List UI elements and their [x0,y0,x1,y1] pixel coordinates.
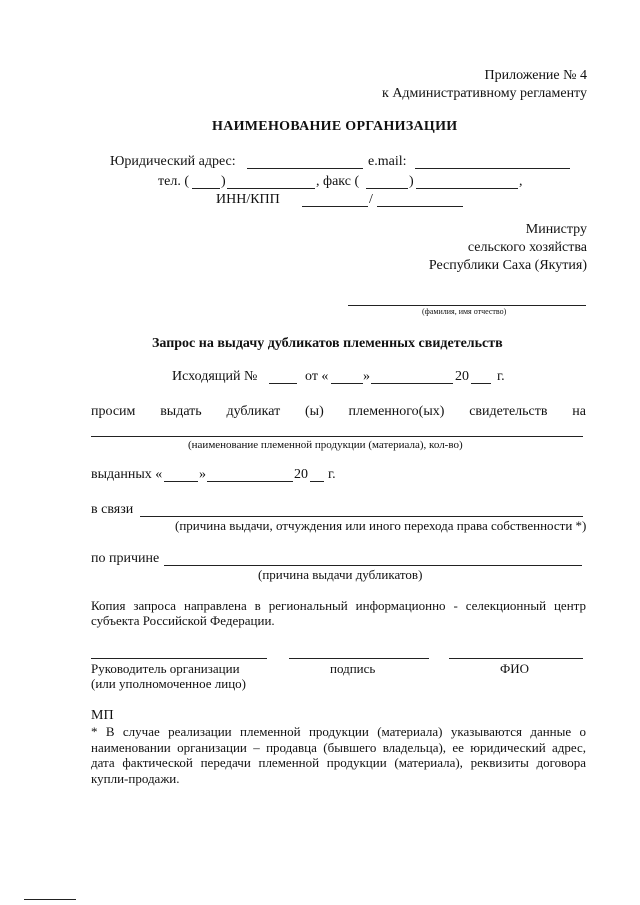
tel-number-field[interactable] [227,188,315,189]
issued-label: выданных « [91,467,163,482]
ask-word: на [572,404,586,419]
fax-number-field[interactable] [416,188,518,189]
legal-address-field[interactable] [247,168,363,169]
outgoing-day-field[interactable] [331,383,363,384]
fio-label: ФИО [500,661,530,676]
due-to-caption: (причина выдачи, отчуждения или иного перехода права собственности *) [175,518,587,533]
due-to-label: в связи [91,502,134,517]
issued-day-field[interactable] [164,481,198,482]
tel-close: ) [221,174,226,189]
reason-caption: (причина выдачи дубликатов) [258,567,423,582]
outgoing-number-field[interactable] [269,383,297,384]
tel-code-field[interactable] [192,188,220,189]
outgoing-year-field[interactable] [471,383,491,384]
inn-kpp-label: ИНН/КПП [216,192,280,207]
kpp-field[interactable] [377,206,463,207]
fax-label: , факс ( [316,174,360,189]
issued-quote-close: » [199,467,206,482]
product-field[interactable] [91,436,583,437]
organization-title: НАИМЕНОВАНИЕ ОРГАНИЗАЦИИ [212,119,458,134]
issued-year-suffix: г. [328,467,336,482]
inn-field[interactable] [302,206,368,207]
issued-year-prefix: 20 [294,467,308,482]
reason-field[interactable] [164,565,582,566]
recipient-minister: Министру [525,222,587,237]
copy-note-line2: субъекта Российской Федерации. [91,613,275,628]
footnote-separator [24,899,76,900]
seal-label: МП [91,708,114,723]
legal-address-label: Юридический адрес: [110,154,236,169]
ask-word: выдать [160,404,202,419]
ask-word: (ы) [305,404,324,419]
head-signature-line[interactable] [91,658,267,659]
ask-word: дубликат [226,404,281,419]
recipient-ministry: сельского хозяйства [467,240,587,255]
sign-label: подпись [330,661,376,676]
outgoing-year-prefix: 20 [455,369,469,384]
minister-name-field[interactable] [348,305,586,306]
recipient-republic: Республики Саха (Якутия) [428,258,587,273]
issued-month-field[interactable] [207,481,293,482]
tel-label: тел. ( [158,174,189,189]
fax-end-comma: , [519,174,523,189]
fax-close: ) [409,174,414,189]
due-to-field[interactable] [140,516,583,517]
outgoing-number-label: Исходящий № [172,369,258,384]
head-label: Руководитель организации [91,661,240,676]
inn-kpp-slash: / [369,192,373,207]
footnote: * В случае реализации племенной продукции (материала) указываются данные о наименовании организации – продавца (бывшего владельца), ее юридический адрес, дата фактической передачи племенной продукции (материала), реквизиты договора купли-продажи. [91,724,586,786]
ask-word: свидетельств [469,404,548,419]
issued-year-field[interactable] [310,481,324,482]
product-caption: (наименование племенной продукции (материала), кол-во) [188,439,463,451]
request-title: Запрос на выдачу дубликатов племенных свидетельств [152,336,503,351]
outgoing-date-from: от « [305,369,329,384]
minister-name-caption: (фамилия, имя отчество) [422,307,507,316]
email-field[interactable] [415,168,570,169]
appendix-regulation: к Административному регламенту [382,86,587,101]
appendix-number: Приложение № 4 [484,68,587,83]
copy-note-line1: Копия запроса направлена в региональный информационно - селекционный центр [91,598,586,613]
sign-line[interactable] [289,658,429,659]
outgoing-quote-close: » [363,369,370,384]
fio-line[interactable] [449,658,583,659]
fax-code-field[interactable] [366,188,408,189]
email-label: e.mail: [368,154,407,169]
ask-line [91,404,586,420]
outgoing-month-field[interactable] [371,383,453,384]
head-sub-label: (или уполномоченное лицо) [91,676,246,691]
outgoing-year-suffix: г. [497,369,505,384]
ask-word: племенного(ых) [348,404,445,419]
ask-word: просим [91,404,136,419]
reason-label: по причине [91,551,160,566]
